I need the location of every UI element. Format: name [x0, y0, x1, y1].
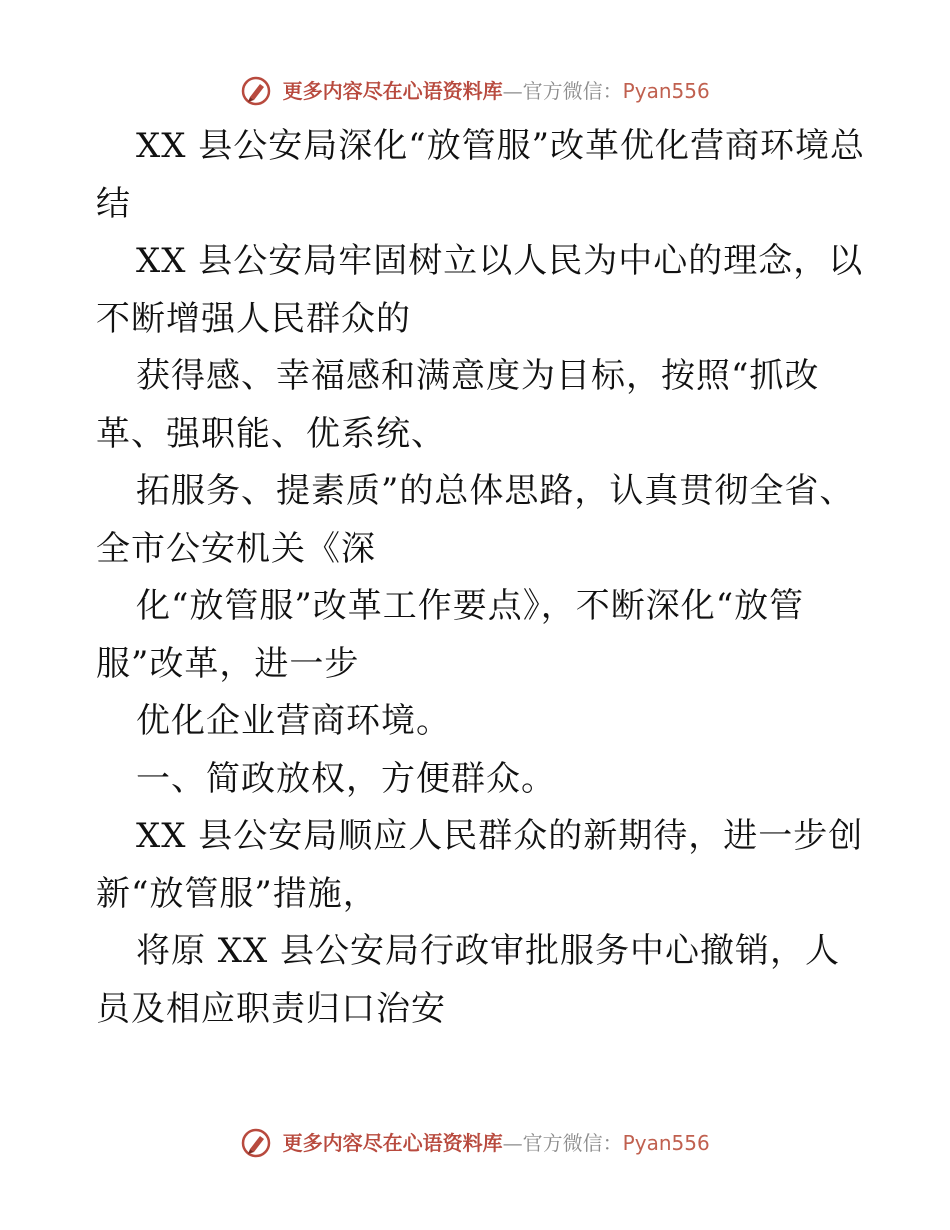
watermark-subtitle: —官方微信： — [502, 79, 623, 103]
watermark-wechat-id: Pyan556 — [622, 79, 710, 103]
paragraph: 优化企业营商环境。 — [136, 701, 451, 741]
watermark-title: 更多内容尽在心语资料库 — [282, 79, 503, 103]
pen-logo-icon — [240, 1127, 272, 1159]
paragraph: XX 县公安局顺应人民群众的新期待，进一步创新“放管服”措施， — [96, 816, 864, 914]
pen-logo-icon — [240, 75, 272, 107]
paragraph: XX 县公安局牢固树立以人民为中心的理念，以不断增强人民群众的 — [96, 241, 864, 339]
header-watermark — [0, 75, 950, 107]
paragraph-title: XX 县公安局深化“放管服”改革优化营商环境总结 — [96, 126, 865, 224]
watermark-subtitle: —官方微信： — [502, 1131, 623, 1155]
watermark-title: 更多内容尽在心语资料库 — [282, 1131, 503, 1155]
document-body — [96, 118, 866, 1038]
paragraph: 获得感、幸福感和满意度为目标，按照“抓改革、强职能、优系统、 — [96, 356, 820, 454]
paragraph: 将原 XX 县公安局行政审批服务中心撤销，人员及相应职责归口治安 — [96, 931, 841, 1029]
paragraph: 化“放管服”改革工作要点》，不断深化“放管服”改革，进一步 — [96, 586, 805, 684]
section-heading: 一、简政放权，方便群众。 — [136, 758, 556, 799]
watermark-wechat-id: Pyan556 — [622, 1131, 710, 1155]
footer-watermark — [0, 1127, 950, 1159]
paragraph: 拓服务、提素质”的总体思路，认真贯彻全省、全市公安机关《深 — [96, 471, 855, 569]
